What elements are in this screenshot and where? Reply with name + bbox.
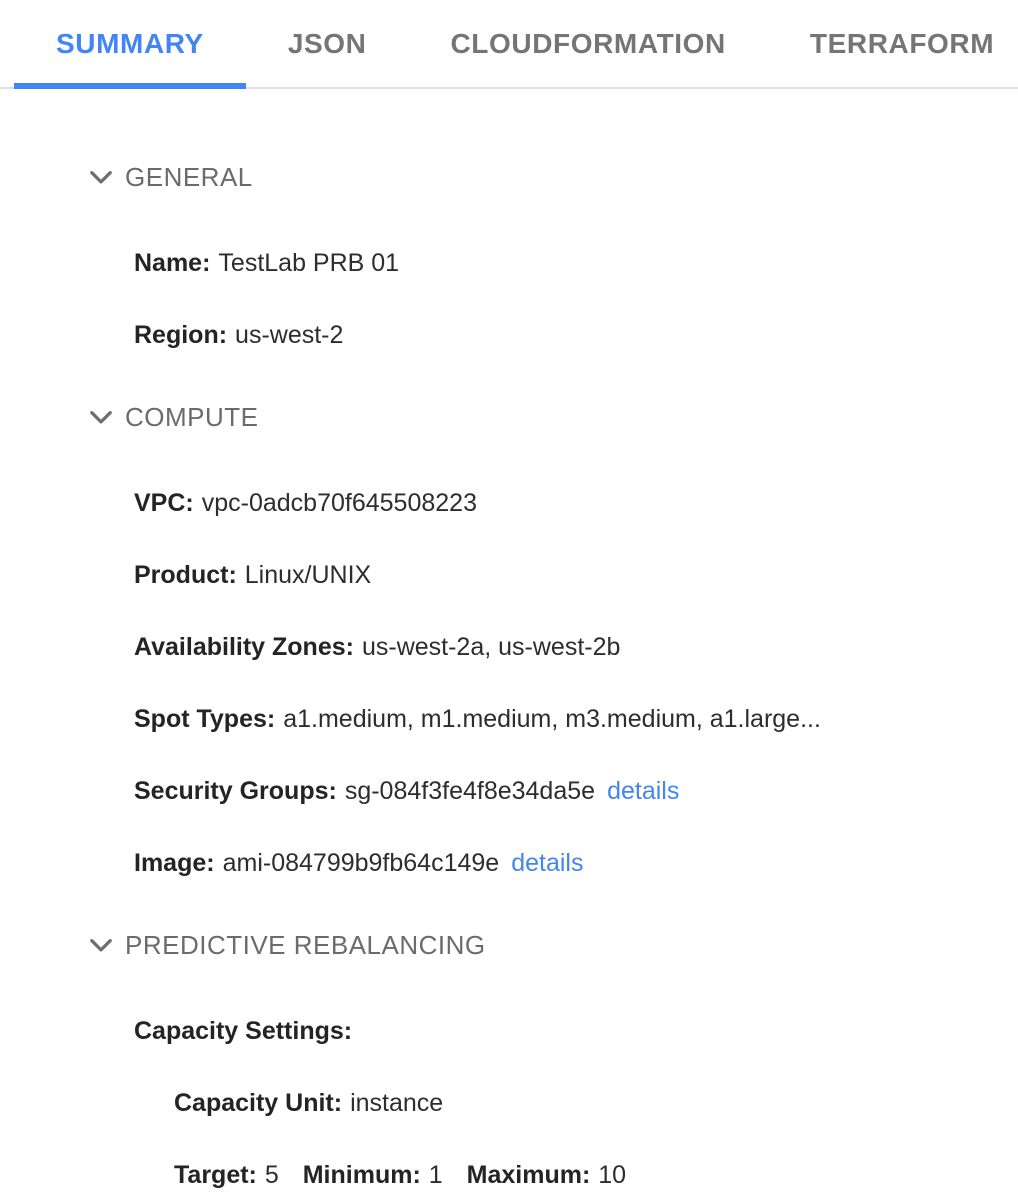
section-header-predictive-rebalancing[interactable] (88, 927, 1018, 963)
section-title-general: GENERAL (125, 162, 253, 192)
tab-bar (0, 0, 1018, 89)
field-value-security-groups: sg-084f3fe4f8e34da5e (344, 777, 596, 805)
tab-json-label: JSON (287, 27, 367, 59)
field-value-capacity-unit: instance (350, 1089, 444, 1117)
field-row-region (134, 317, 1018, 353)
field-pair-target (174, 1161, 286, 1189)
field-value-image: ami-084799b9fb64c149e (222, 849, 500, 877)
chevron-down-icon (88, 164, 114, 190)
tab-terraform[interactable] (768, 0, 1018, 87)
summary-panel (0, 89, 1018, 1193)
field-label-availability-zones: Availability Zones: (134, 633, 354, 661)
section-header-general[interactable] (88, 159, 1018, 195)
field-row-vpc (134, 485, 1018, 521)
field-label-target: Target: (174, 1161, 257, 1189)
field-value-maximum: 10 (598, 1161, 627, 1189)
security-groups-details-link[interactable]: details (607, 777, 680, 805)
image-details-link[interactable]: details (511, 849, 584, 877)
field-label-capacity-unit: Capacity Unit: (174, 1089, 343, 1117)
field-row-security-groups (134, 773, 1018, 809)
field-value-availability-zones: us-west-2a, us-west-2b (361, 633, 621, 661)
field-label-minimum: Minimum: (302, 1161, 421, 1189)
field-label-security-groups: Security Groups: (134, 777, 337, 805)
field-label-product: Product: (134, 561, 237, 589)
field-label-capacity-settings: Capacity Settings: (134, 1017, 353, 1045)
field-row-image (134, 845, 1018, 881)
tab-json[interactable] (246, 0, 409, 87)
field-label-image: Image: (134, 849, 215, 877)
field-label-spot-types: Spot Types: (134, 705, 276, 733)
field-row-spot-types (134, 701, 1018, 737)
field-pair-maximum (467, 1161, 626, 1189)
tab-cloudformation-label: CLOUDFORMATION (450, 27, 726, 59)
section-title-predictive-rebalancing: PREDICTIVE REBALANCING (125, 930, 486, 960)
field-value-region: us-west-2 (235, 321, 344, 349)
section-compute (88, 399, 1018, 881)
field-value-minimum: 1 (428, 1161, 443, 1189)
section-header-compute[interactable] (88, 399, 1018, 435)
section-predictive-rebalancing (88, 927, 1018, 1193)
chevron-down-icon (88, 932, 114, 958)
section-general (88, 159, 1018, 353)
field-label-maximum: Maximum: (466, 1161, 591, 1189)
field-label-vpc: VPC: (134, 489, 194, 517)
field-row-capacity-unit (174, 1085, 1018, 1121)
field-value-name: TestLab PRB 01 (218, 249, 400, 277)
tab-summary[interactable] (14, 0, 246, 87)
field-row-availability-zones (134, 629, 1018, 665)
field-value-product: Linux/UNIX (244, 561, 372, 589)
field-pair-minimum (303, 1161, 450, 1189)
field-row-capacity-values (174, 1157, 1018, 1193)
field-value-spot-types: a1.medium, m1.medium, m3.medium, a1.large... (283, 705, 821, 733)
tab-summary-label: SUMMARY (56, 27, 204, 59)
field-label-name: Name: (134, 249, 211, 277)
tab-cloudformation[interactable] (408, 0, 767, 87)
field-value-target: 5 (264, 1161, 279, 1189)
chevron-down-icon (88, 404, 114, 430)
section-title-compute: COMPUTE (125, 402, 259, 432)
tab-terraform-label: TERRAFORM (809, 27, 995, 59)
field-label-region: Region: (134, 321, 228, 349)
field-row-product (134, 557, 1018, 593)
field-row-name (134, 245, 1018, 281)
field-row-capacity-settings (134, 1013, 1018, 1049)
field-value-vpc: vpc-0adcb70f645508223 (201, 489, 477, 517)
